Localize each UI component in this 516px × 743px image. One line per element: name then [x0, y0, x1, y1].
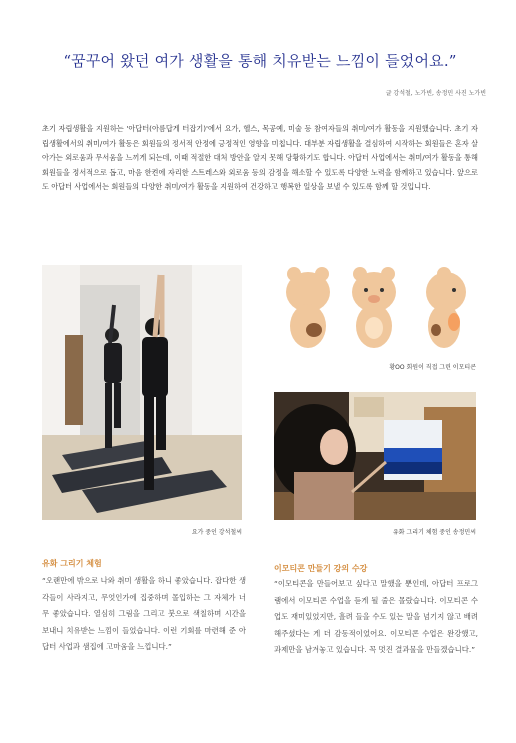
emoticon-character-image	[274, 262, 476, 354]
emoticon-image-caption: 황OO 회원이 직접 그린 이모티콘	[389, 364, 476, 371]
painting-testimonial: “오랜만에 밖으로 나와 취미 생활을 하니 좋았습니다. 잡다한 생각들이 사라지고, 무엇인가에 집중하며 몰입하는 그 자체가 너무 좋았습니다. 열심히 그림을 그리고 붓으로 색칠하며 시간을 보내니 치유받는 느낌이 들었습니다. 이런 기회를 마련해 준 아답터 사업과 샘집에 고마움을 느낍니다.”	[42, 576, 246, 652]
article-title: “꿈꾸어 왔던 여가 생활을 통해 치유받는 느낌이 들었어요.”	[63, 52, 457, 70]
article-credit: 글 강석철, 노가빈, 송정민 사진 노가빈	[385, 90, 486, 97]
emoticon-testimonial: “이모티콘을 만들어보고 싶다고 말했을 뿐인데, 아답터 프로그램에서 이모티콘 수업을 듣게 될 줄은 몰랐습니다. 이모티콘 수업도 재미있었지만, 흘려 들을 수도 있는 말을 넘기지 않고 배려해주셨다는 게 더 감동적이었어요. 이모티콘 수업은 완강했고, 과제만을 남겨놓고 있습니다. 꼭 멋진 결과물을 만들겠습니다.”	[274, 579, 478, 655]
yoga-photo-caption: 요가 중인 강석철씨	[191, 529, 242, 536]
yoga-photo	[42, 265, 242, 520]
painting-section-title: 유화 그리기 체험	[42, 559, 102, 568]
painting-photo-caption: 유화 그리기 체험 중인 송정민씨	[393, 529, 476, 536]
painting-photo	[274, 392, 476, 520]
intro-paragraph: 초기 자립생활을 지원하는 '아답터(아름답게 터잡기)'에서 요가, 헬스, 목공예, 미술 등 참여자들의 취미/여가 활동을 지원했습니다. 초기 자립생활에서의 취미/여가 활동은 회원들의 정서적 안정에 긍정적인 영향을 미칩니다. 대부분 자립생활을 결심하여 시작하는 회원들은 혼자 살아가는 외로움과 무서움을 느끼게 되는데, 이때 적절한 대처 방안을 알지 못해 당황하기도 합니다. 아답터 사업에서는 취미/여가 활동을 통해 회원들을 정서적으로 돕고, 마음 한켠에 자리한 스트레스와 외로움 등의 감정을 해소할 수 있도록 다양한 노력을 함께하고 있습니다. 앞으로도 아답터 사업에서는 회원들의 다양한 취미/여가 활동을 지원하여 건강하고 행복한 일상을 보낼 수 있도록 함께 할 것입니다.	[42, 124, 478, 192]
emoticon-section-title: 이모티콘 만들기 강의 수강	[274, 564, 368, 573]
